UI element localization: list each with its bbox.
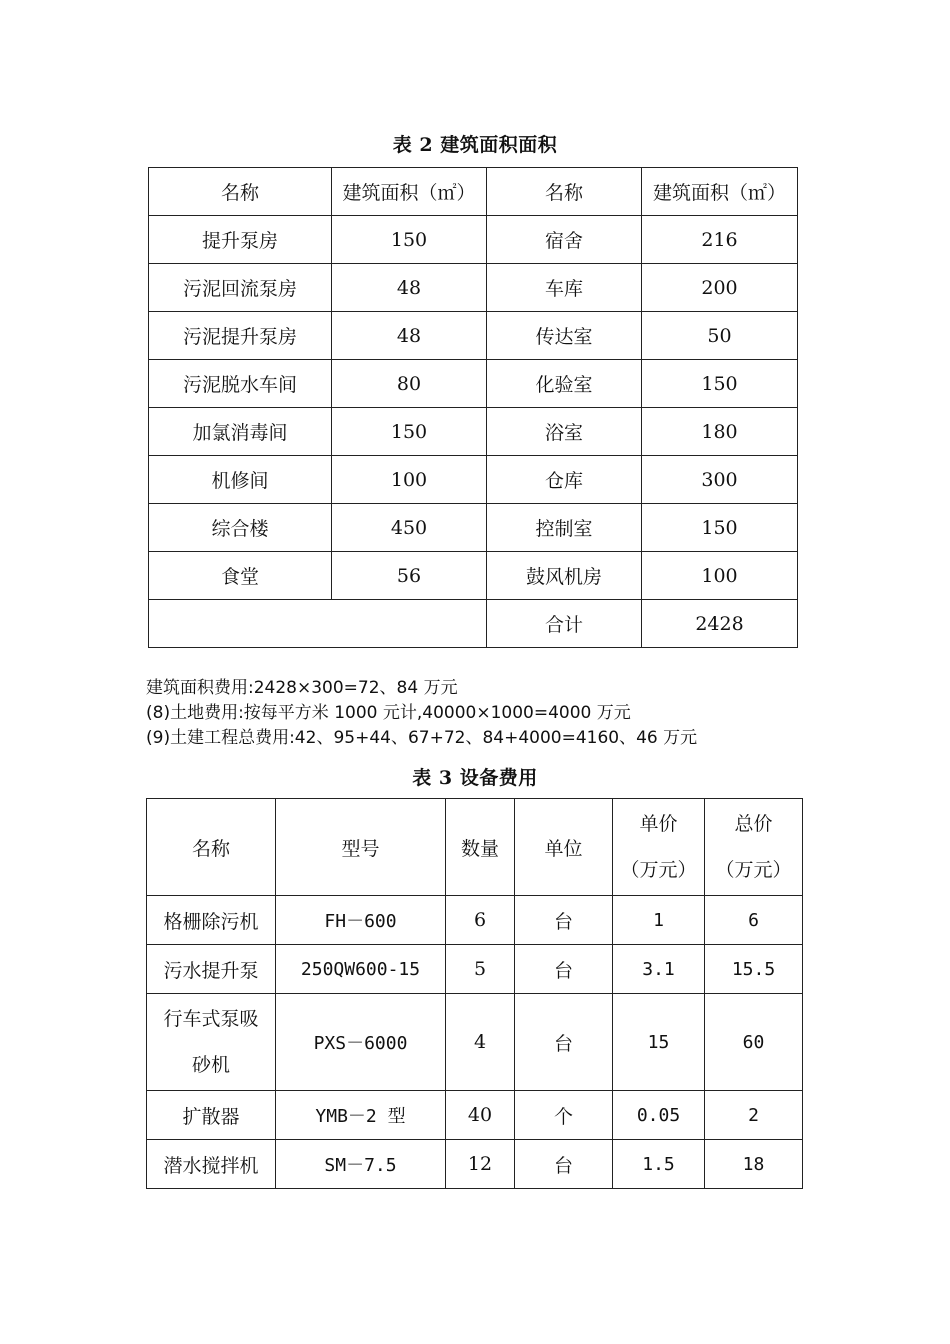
table-row xyxy=(149,312,798,360)
table2-caption: 表 2 建筑面积面积 xyxy=(392,134,558,156)
equipment-quantity: 6 xyxy=(446,896,515,945)
equipment-model: 250QW600-15 xyxy=(276,945,446,994)
table2-header-row xyxy=(149,168,798,216)
equipment-unit: 台 xyxy=(515,896,613,945)
building-name: 宿舍 xyxy=(487,216,642,264)
building-name: 浴室 xyxy=(487,408,642,456)
building-name: 综合楼 xyxy=(149,504,332,552)
equipment-name-line1: 行车式泵吸 xyxy=(163,1008,259,1030)
header-name: 名称 xyxy=(487,168,642,216)
table-row xyxy=(149,552,798,600)
table-row xyxy=(147,896,803,945)
equipment-name: 潜水搅拌机 xyxy=(147,1140,276,1189)
building-area: 200 xyxy=(642,264,798,312)
table-row xyxy=(149,456,798,504)
equipment-total-price: 6 xyxy=(705,896,803,945)
equipment-total-price: 60 xyxy=(705,994,803,1091)
building-area: 300 xyxy=(642,456,798,504)
building-name: 鼓风机房 xyxy=(487,552,642,600)
total-value: 2428 xyxy=(642,600,798,648)
header-unit-price-line1: 单价 xyxy=(639,813,678,835)
building-area: 450 xyxy=(332,504,487,552)
header-total-price-line1: 总价 xyxy=(734,813,773,835)
building-name: 食堂 xyxy=(149,552,332,600)
building-area: 56 xyxy=(332,552,487,600)
equipment-total-price: 2 xyxy=(705,1091,803,1140)
building-area: 150 xyxy=(642,504,798,552)
table-row xyxy=(149,216,798,264)
equipment-model: YMB－2 型 xyxy=(276,1091,446,1140)
equipment-quantity: 12 xyxy=(446,1140,515,1189)
equipment-total-price: 18 xyxy=(705,1140,803,1189)
equipment-unit-price: 1 xyxy=(613,896,705,945)
equipment-unit-price: 3.1 xyxy=(613,945,705,994)
equipment-unit: 台 xyxy=(515,994,613,1091)
table3-header-row xyxy=(147,799,803,896)
building-area: 180 xyxy=(642,408,798,456)
building-name: 化验室 xyxy=(487,360,642,408)
building-name: 车库 xyxy=(487,264,642,312)
equipment-unit: 台 xyxy=(515,1140,613,1189)
building-area: 150 xyxy=(642,360,798,408)
building-area-table xyxy=(148,167,798,648)
building-name: 控制室 xyxy=(487,504,642,552)
equipment-total-price: 15.5 xyxy=(705,945,803,994)
building-area: 48 xyxy=(332,312,487,360)
table-row xyxy=(149,408,798,456)
header-unit-price xyxy=(613,799,705,896)
header-area: 建筑面积（㎡） xyxy=(332,168,487,216)
equipment-quantity: 4 xyxy=(446,994,515,1091)
building-area: 48 xyxy=(332,264,487,312)
equipment-name: 扩散器 xyxy=(147,1091,276,1140)
header-name: 名称 xyxy=(149,168,332,216)
header-total-price xyxy=(705,799,803,896)
table-row xyxy=(149,264,798,312)
building-area: 80 xyxy=(332,360,487,408)
header-area: 建筑面积（㎡） xyxy=(642,168,798,216)
equipment-unit-price: 0.05 xyxy=(613,1091,705,1140)
land-cost-line: (8)土地费用:按每平方米 1000 元计,40000×1000=4000 万元 xyxy=(146,703,631,723)
equipment-unit: 个 xyxy=(515,1091,613,1140)
building-name: 污泥脱水车间 xyxy=(149,360,332,408)
total-row xyxy=(149,600,798,648)
equipment-name-line2: 砂机 xyxy=(191,1054,230,1076)
total-label: 合计 xyxy=(487,600,642,648)
table-row xyxy=(147,1140,803,1189)
equipment-name: 格栅除污机 xyxy=(147,896,276,945)
table-row xyxy=(149,504,798,552)
table-row xyxy=(147,1091,803,1140)
table3-caption: 表 3 设备费用 xyxy=(412,767,538,789)
header-unit-price-line2: （万元） xyxy=(620,859,697,881)
civil-total-cost-line: (9)土建工程总费用:42、95+44、67+72、84+4000=4160、46 万元 xyxy=(146,728,698,748)
building-name: 传达室 xyxy=(487,312,642,360)
table-row xyxy=(147,994,803,1091)
building-name: 加氯消毒间 xyxy=(149,408,332,456)
building-name: 机修间 xyxy=(149,456,332,504)
header-unit: 单位 xyxy=(515,799,613,896)
equipment-name: 污水提升泵 xyxy=(147,945,276,994)
table-row xyxy=(147,945,803,994)
header-quantity: 数量 xyxy=(446,799,515,896)
equipment-quantity: 5 xyxy=(446,945,515,994)
equipment-quantity: 40 xyxy=(446,1091,515,1140)
building-area: 216 xyxy=(642,216,798,264)
header-total-price-line2: （万元） xyxy=(715,859,792,881)
equipment-unit-price: 1.5 xyxy=(613,1140,705,1189)
equipment-model: PXS－6000 xyxy=(276,994,446,1091)
equipment-model: SM－7.5 xyxy=(276,1140,446,1189)
empty-cell xyxy=(149,600,487,648)
equipment-cost-table xyxy=(146,798,803,1189)
header-name: 名称 xyxy=(147,799,276,896)
equipment-model: FH－600 xyxy=(276,896,446,945)
building-area: 50 xyxy=(642,312,798,360)
building-area: 100 xyxy=(642,552,798,600)
building-area: 150 xyxy=(332,216,487,264)
equipment-name xyxy=(147,994,276,1091)
building-name: 仓库 xyxy=(487,456,642,504)
building-area: 150 xyxy=(332,408,487,456)
building-name: 污泥提升泵房 xyxy=(149,312,332,360)
table-row xyxy=(149,360,798,408)
building-cost-line: 建筑面积费用:2428×300=72、84 万元 xyxy=(146,678,458,698)
header-model: 型号 xyxy=(276,799,446,896)
building-name: 提升泵房 xyxy=(149,216,332,264)
equipment-unit: 台 xyxy=(515,945,613,994)
building-area: 100 xyxy=(332,456,487,504)
building-name: 污泥回流泵房 xyxy=(149,264,332,312)
equipment-unit-price: 15 xyxy=(613,994,705,1091)
